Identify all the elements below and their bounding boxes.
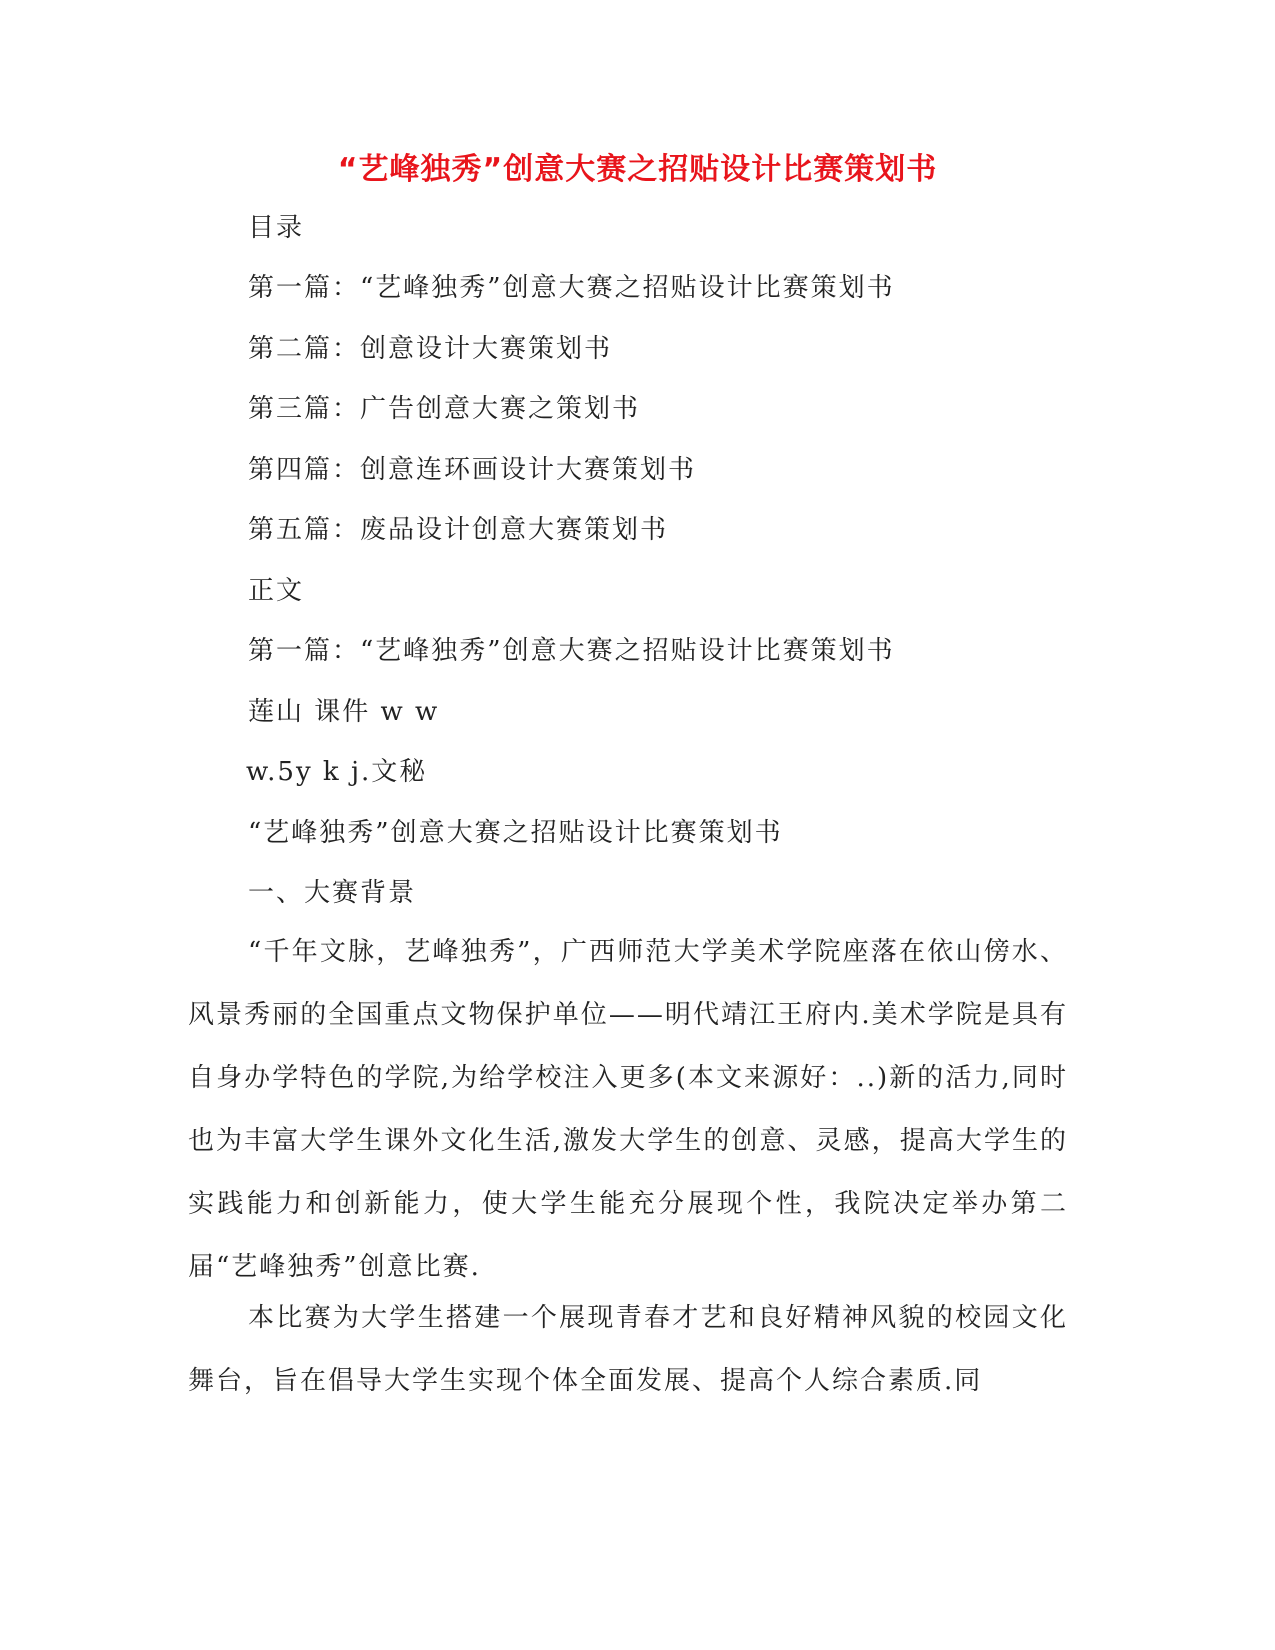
toc-heading: 目录 — [248, 213, 305, 243]
toc-item-2: 第二篇：创意设计大赛策划书 — [248, 334, 613, 364]
chapter-title: 第一篇：“艺峰独秀”创意大赛之招贴设计比赛策划书 — [248, 636, 895, 666]
document-title: “艺峰独秀”创意大赛之招贴设计比赛策划书 — [337, 152, 938, 187]
paragraph-purpose: 本比赛为大学生搭建一个展现青春才艺和良好精神风貌的校园文化舞台，旨在倡导大学生实现个体全面发展、提高个人综合素质.同 — [188, 1303, 1068, 1396]
toc-item-4: 第四篇：创意连环画设计大赛策划书 — [248, 455, 697, 485]
subtitle: “艺峰独秀”创意大赛之招贴设计比赛策划书 — [248, 818, 783, 848]
section-1-heading: 一、大赛背景 — [248, 878, 417, 908]
paragraph-background: “千年文脉，艺峰独秀”，广西师范大学美术学院座落在依山傍水、风景秀丽的全国重点文物保护单位——明代靖江王府内.美术学院是具有自身办学特色的学院,为给学校注入更多(本文来源好：..)新的活力,同时也为丰富大学生课外文化生活,激发大学生的创意、灵感，提高大学生的实践能力和创新能力，使大学生能充分展现个性，我院决定举办第二届“艺峰独秀”创意比赛. — [188, 937, 1068, 1282]
toc-item-1: 第一篇：“艺峰独秀”创意大赛之招贴设计比赛策划书 — [248, 273, 895, 303]
source-line-1: 莲山 课件 w w — [248, 697, 440, 727]
toc-item-5: 第五篇：废品设计创意大赛策划书 — [248, 515, 669, 545]
body-heading: 正文 — [248, 576, 305, 606]
source-line-2: w.5y k j.文秘 — [246, 757, 428, 787]
toc-item-3: 第三篇：广告创意大赛之策划书 — [248, 394, 641, 424]
